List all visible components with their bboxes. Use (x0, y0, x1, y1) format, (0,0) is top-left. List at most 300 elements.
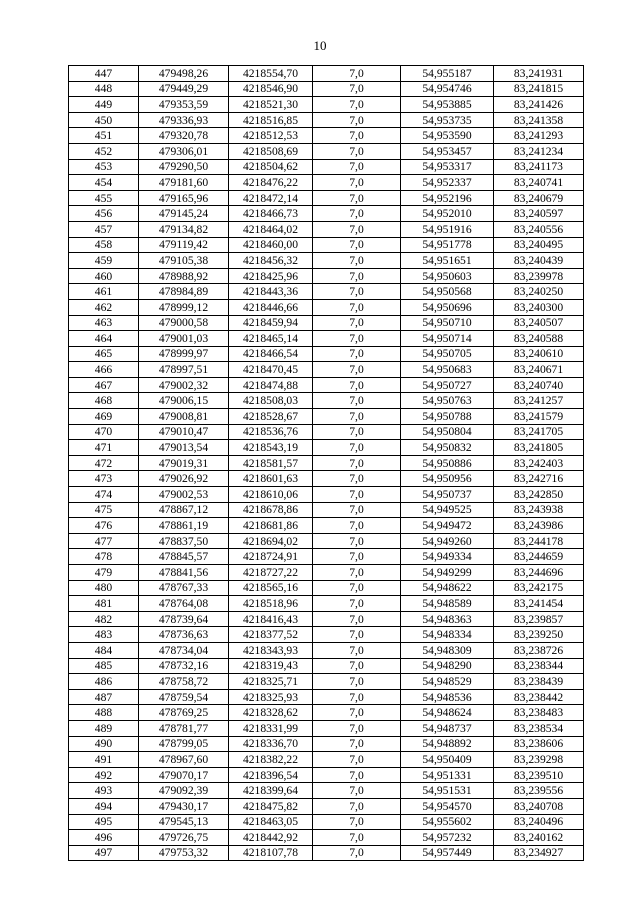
accuracy-cell: 7,0 (313, 315, 401, 331)
latitude-cell: 54,948309 (401, 642, 494, 658)
point-number-cell: 483 (69, 627, 139, 643)
longitude-cell: 83,244659 (494, 549, 584, 565)
latitude-cell: 54,954746 (401, 81, 494, 97)
y-coordinate-cell: 4218516,85 (229, 112, 313, 128)
latitude-cell: 54,948622 (401, 580, 494, 596)
x-coordinate-cell: 479001,03 (139, 331, 229, 347)
latitude-cell: 54,953317 (401, 159, 494, 175)
point-number-cell: 461 (69, 284, 139, 300)
x-coordinate-cell: 479134,82 (139, 221, 229, 237)
table-row (69, 845, 584, 861)
x-coordinate-cell: 479320,78 (139, 128, 229, 144)
x-coordinate-cell: 479449,29 (139, 81, 229, 97)
accuracy-cell: 7,0 (313, 66, 401, 82)
latitude-cell: 54,954570 (401, 798, 494, 814)
accuracy-cell: 7,0 (313, 128, 401, 144)
table-row (69, 284, 584, 300)
table-row (69, 705, 584, 721)
latitude-cell: 54,953457 (401, 143, 494, 159)
y-coordinate-cell: 4218724,91 (229, 549, 313, 565)
x-coordinate-cell: 479008,81 (139, 409, 229, 425)
x-coordinate-cell: 479430,17 (139, 798, 229, 814)
latitude-cell: 54,952010 (401, 206, 494, 222)
table-row (69, 580, 584, 596)
table-row (69, 455, 584, 471)
table-row (69, 362, 584, 378)
accuracy-cell: 7,0 (313, 627, 401, 643)
y-coordinate-cell: 4218325,71 (229, 674, 313, 690)
latitude-cell: 54,955602 (401, 814, 494, 830)
point-number-cell: 454 (69, 175, 139, 191)
point-number-cell: 456 (69, 206, 139, 222)
x-coordinate-cell: 478767,33 (139, 580, 229, 596)
x-coordinate-cell: 478845,57 (139, 549, 229, 565)
table-row (69, 814, 584, 830)
x-coordinate-cell: 478739,64 (139, 611, 229, 627)
point-number-cell: 478 (69, 549, 139, 565)
longitude-cell: 83,239250 (494, 627, 584, 643)
accuracy-cell: 7,0 (313, 720, 401, 736)
point-number-cell: 457 (69, 221, 139, 237)
accuracy-cell: 7,0 (313, 159, 401, 175)
accuracy-cell: 7,0 (313, 471, 401, 487)
point-number-cell: 458 (69, 237, 139, 253)
latitude-cell: 54,952337 (401, 175, 494, 191)
y-coordinate-cell: 4218528,67 (229, 409, 313, 425)
y-coordinate-cell: 4218536,76 (229, 424, 313, 440)
table-row (69, 752, 584, 768)
point-number-cell: 487 (69, 689, 139, 705)
accuracy-cell: 7,0 (313, 143, 401, 159)
latitude-cell: 54,950886 (401, 455, 494, 471)
table-row (69, 81, 584, 97)
latitude-cell: 54,950568 (401, 284, 494, 300)
latitude-cell: 54,950804 (401, 424, 494, 440)
y-coordinate-cell: 4218328,62 (229, 705, 313, 721)
table-row (69, 206, 584, 222)
table-row (69, 128, 584, 144)
table-row (69, 393, 584, 409)
longitude-cell: 83,241234 (494, 143, 584, 159)
longitude-cell: 83,239510 (494, 767, 584, 783)
latitude-cell: 54,948334 (401, 627, 494, 643)
table-row (69, 237, 584, 253)
table-row (69, 471, 584, 487)
accuracy-cell: 7,0 (313, 736, 401, 752)
table-row (69, 611, 584, 627)
longitude-cell: 83,239857 (494, 611, 584, 627)
x-coordinate-cell: 479306,01 (139, 143, 229, 159)
longitude-cell: 83,241705 (494, 424, 584, 440)
point-number-cell: 465 (69, 346, 139, 362)
y-coordinate-cell: 4218512,53 (229, 128, 313, 144)
latitude-cell: 54,950696 (401, 299, 494, 315)
y-coordinate-cell: 4218465,14 (229, 331, 313, 347)
latitude-cell: 54,949260 (401, 533, 494, 549)
longitude-cell: 83,241358 (494, 112, 584, 128)
x-coordinate-cell: 478967,60 (139, 752, 229, 768)
longitude-cell: 83,241293 (494, 128, 584, 144)
page-number: 10 (313, 38, 327, 53)
accuracy-cell: 7,0 (313, 409, 401, 425)
accuracy-cell: 7,0 (313, 487, 401, 503)
table-row (69, 798, 584, 814)
accuracy-cell: 7,0 (313, 221, 401, 237)
x-coordinate-cell: 478769,25 (139, 705, 229, 721)
point-number-cell: 459 (69, 253, 139, 269)
longitude-cell: 83,241579 (494, 409, 584, 425)
point-number-cell: 470 (69, 424, 139, 440)
longitude-cell: 83,240250 (494, 284, 584, 300)
table-row (69, 175, 584, 191)
longitude-cell: 83,241931 (494, 66, 584, 82)
latitude-cell: 54,950710 (401, 315, 494, 331)
accuracy-cell: 7,0 (313, 268, 401, 284)
point-number-cell: 466 (69, 362, 139, 378)
x-coordinate-cell: 479290,50 (139, 159, 229, 175)
point-number-cell: 464 (69, 331, 139, 347)
table-row (69, 221, 584, 237)
latitude-cell: 54,948624 (401, 705, 494, 721)
latitude-cell: 54,950763 (401, 393, 494, 409)
y-coordinate-cell: 4218508,69 (229, 143, 313, 159)
y-coordinate-cell: 4218581,57 (229, 455, 313, 471)
point-number-cell: 468 (69, 393, 139, 409)
accuracy-cell: 7,0 (313, 705, 401, 721)
x-coordinate-cell: 479545,13 (139, 814, 229, 830)
y-coordinate-cell: 4218319,43 (229, 658, 313, 674)
longitude-cell: 83,240708 (494, 798, 584, 814)
longitude-cell: 83,241805 (494, 440, 584, 456)
point-number-cell: 472 (69, 455, 139, 471)
latitude-cell: 54,950705 (401, 346, 494, 362)
x-coordinate-cell: 478781,77 (139, 720, 229, 736)
longitude-cell: 83,244178 (494, 533, 584, 549)
y-coordinate-cell: 4218610,06 (229, 487, 313, 503)
accuracy-cell: 7,0 (313, 658, 401, 674)
accuracy-cell: 7,0 (313, 346, 401, 362)
x-coordinate-cell: 479145,24 (139, 206, 229, 222)
latitude-cell: 54,951916 (401, 221, 494, 237)
longitude-cell: 83,240679 (494, 190, 584, 206)
accuracy-cell: 7,0 (313, 565, 401, 581)
accuracy-cell: 7,0 (313, 767, 401, 783)
point-number-cell: 452 (69, 143, 139, 159)
accuracy-cell: 7,0 (313, 518, 401, 534)
table-row (69, 736, 584, 752)
x-coordinate-cell: 478861,19 (139, 518, 229, 534)
point-number-cell: 451 (69, 128, 139, 144)
latitude-cell: 54,951651 (401, 253, 494, 269)
longitude-cell: 83,238344 (494, 658, 584, 674)
y-coordinate-cell: 4218463,05 (229, 814, 313, 830)
point-number-cell: 453 (69, 159, 139, 175)
y-coordinate-cell: 4218399,64 (229, 783, 313, 799)
longitude-cell: 83,240496 (494, 814, 584, 830)
table-row (69, 97, 584, 113)
x-coordinate-cell: 479000,58 (139, 315, 229, 331)
point-number-cell: 481 (69, 596, 139, 612)
x-coordinate-cell: 479753,32 (139, 845, 229, 861)
accuracy-cell: 7,0 (313, 362, 401, 378)
y-coordinate-cell: 4218476,22 (229, 175, 313, 191)
longitude-cell: 83,241454 (494, 596, 584, 612)
longitude-cell: 83,240597 (494, 206, 584, 222)
table-row (69, 409, 584, 425)
x-coordinate-cell: 478736,63 (139, 627, 229, 643)
latitude-cell: 54,950683 (401, 362, 494, 378)
latitude-cell: 54,951778 (401, 237, 494, 253)
x-coordinate-cell: 478764,08 (139, 596, 229, 612)
y-coordinate-cell: 4218382,22 (229, 752, 313, 768)
accuracy-cell: 7,0 (313, 284, 401, 300)
point-number-cell: 479 (69, 565, 139, 581)
longitude-cell: 83,241257 (494, 393, 584, 409)
longitude-cell: 83,239298 (494, 752, 584, 768)
x-coordinate-cell: 478837,50 (139, 533, 229, 549)
y-coordinate-cell: 4218446,66 (229, 299, 313, 315)
coordinates-table (68, 65, 584, 861)
y-coordinate-cell: 4218456,32 (229, 253, 313, 269)
latitude-cell: 54,950727 (401, 377, 494, 393)
x-coordinate-cell: 479002,32 (139, 377, 229, 393)
accuracy-cell: 7,0 (313, 798, 401, 814)
accuracy-cell: 7,0 (313, 783, 401, 799)
longitude-cell: 83,241426 (494, 97, 584, 113)
point-number-cell: 497 (69, 845, 139, 861)
table-row (69, 689, 584, 705)
latitude-cell: 54,950737 (401, 487, 494, 503)
longitude-cell: 83,240741 (494, 175, 584, 191)
point-number-cell: 475 (69, 502, 139, 518)
longitude-cell: 83,242716 (494, 471, 584, 487)
y-coordinate-cell: 4218681,86 (229, 518, 313, 534)
longitude-cell: 83,241173 (494, 159, 584, 175)
point-number-cell: 473 (69, 471, 139, 487)
y-coordinate-cell: 4218460,00 (229, 237, 313, 253)
latitude-cell: 54,950832 (401, 440, 494, 456)
accuracy-cell: 7,0 (313, 81, 401, 97)
point-number-cell: 462 (69, 299, 139, 315)
longitude-cell: 83,240300 (494, 299, 584, 315)
longitude-cell: 83,241815 (494, 81, 584, 97)
point-number-cell: 480 (69, 580, 139, 596)
longitude-cell: 83,240495 (494, 237, 584, 253)
latitude-cell: 54,950603 (401, 268, 494, 284)
x-coordinate-cell: 478799,05 (139, 736, 229, 752)
table-row (69, 830, 584, 846)
x-coordinate-cell: 479105,38 (139, 253, 229, 269)
latitude-cell: 54,949299 (401, 565, 494, 581)
latitude-cell: 54,957449 (401, 845, 494, 861)
point-number-cell: 488 (69, 705, 139, 721)
point-number-cell: 474 (69, 487, 139, 503)
point-number-cell: 496 (69, 830, 139, 846)
accuracy-cell: 7,0 (313, 455, 401, 471)
point-number-cell: 492 (69, 767, 139, 783)
longitude-cell: 83,244696 (494, 565, 584, 581)
x-coordinate-cell: 478999,97 (139, 346, 229, 362)
latitude-cell: 54,952196 (401, 190, 494, 206)
x-coordinate-cell: 479019,31 (139, 455, 229, 471)
table-row (69, 143, 584, 159)
table-row (69, 190, 584, 206)
point-number-cell: 489 (69, 720, 139, 736)
table-row (69, 642, 584, 658)
accuracy-cell: 7,0 (313, 845, 401, 861)
table-row (69, 440, 584, 456)
accuracy-cell: 7,0 (313, 440, 401, 456)
y-coordinate-cell: 4218464,02 (229, 221, 313, 237)
accuracy-cell: 7,0 (313, 424, 401, 440)
longitude-cell: 83,238439 (494, 674, 584, 690)
latitude-cell: 54,950788 (401, 409, 494, 425)
x-coordinate-cell: 479010,47 (139, 424, 229, 440)
point-number-cell: 447 (69, 66, 139, 82)
y-coordinate-cell: 4218727,22 (229, 565, 313, 581)
accuracy-cell: 7,0 (313, 642, 401, 658)
accuracy-cell: 7,0 (313, 814, 401, 830)
y-coordinate-cell: 4218331,99 (229, 720, 313, 736)
longitude-cell: 83,240439 (494, 253, 584, 269)
y-coordinate-cell: 4218518,96 (229, 596, 313, 612)
y-coordinate-cell: 4218416,43 (229, 611, 313, 627)
x-coordinate-cell: 479070,17 (139, 767, 229, 783)
latitude-cell: 54,949525 (401, 502, 494, 518)
latitude-cell: 54,951531 (401, 783, 494, 799)
point-number-cell: 482 (69, 611, 139, 627)
x-coordinate-cell: 479336,93 (139, 112, 229, 128)
point-number-cell: 495 (69, 814, 139, 830)
table-row (69, 66, 584, 82)
y-coordinate-cell: 4218565,16 (229, 580, 313, 596)
point-number-cell: 448 (69, 81, 139, 97)
longitude-cell: 83,238606 (494, 736, 584, 752)
point-number-cell: 493 (69, 783, 139, 799)
longitude-cell: 83,240507 (494, 315, 584, 331)
y-coordinate-cell: 4218554,70 (229, 66, 313, 82)
x-coordinate-cell: 479006,15 (139, 393, 229, 409)
accuracy-cell: 7,0 (313, 237, 401, 253)
point-number-cell: 477 (69, 533, 139, 549)
point-number-cell: 463 (69, 315, 139, 331)
coordinates-table-body (69, 66, 584, 861)
point-number-cell: 450 (69, 112, 139, 128)
y-coordinate-cell: 4218474,88 (229, 377, 313, 393)
y-coordinate-cell: 4218543,19 (229, 440, 313, 456)
accuracy-cell: 7,0 (313, 689, 401, 705)
point-number-cell: 471 (69, 440, 139, 456)
table-row (69, 253, 584, 269)
latitude-cell: 54,948529 (401, 674, 494, 690)
point-number-cell: 476 (69, 518, 139, 534)
x-coordinate-cell: 479092,39 (139, 783, 229, 799)
point-number-cell: 484 (69, 642, 139, 658)
x-coordinate-cell: 478758,72 (139, 674, 229, 690)
longitude-cell: 83,240556 (494, 221, 584, 237)
latitude-cell: 54,948363 (401, 611, 494, 627)
accuracy-cell: 7,0 (313, 377, 401, 393)
x-coordinate-cell: 479119,42 (139, 237, 229, 253)
table-row (69, 518, 584, 534)
y-coordinate-cell: 4218546,90 (229, 81, 313, 97)
latitude-cell: 54,950409 (401, 752, 494, 768)
table-row (69, 720, 584, 736)
y-coordinate-cell: 4218459,94 (229, 315, 313, 331)
longitude-cell: 83,242175 (494, 580, 584, 596)
point-number-cell: 455 (69, 190, 139, 206)
accuracy-cell: 7,0 (313, 549, 401, 565)
x-coordinate-cell: 478997,51 (139, 362, 229, 378)
accuracy-cell: 7,0 (313, 830, 401, 846)
latitude-cell: 54,948536 (401, 689, 494, 705)
latitude-cell: 54,957232 (401, 830, 494, 846)
x-coordinate-cell: 479002,53 (139, 487, 229, 503)
longitude-cell: 83,239556 (494, 783, 584, 799)
table-row (69, 627, 584, 643)
accuracy-cell: 7,0 (313, 331, 401, 347)
point-number-cell: 491 (69, 752, 139, 768)
table-row (69, 596, 584, 612)
point-number-cell: 485 (69, 658, 139, 674)
accuracy-cell: 7,0 (313, 580, 401, 596)
x-coordinate-cell: 479498,26 (139, 66, 229, 82)
y-coordinate-cell: 4218694,02 (229, 533, 313, 549)
longitude-cell: 83,240671 (494, 362, 584, 378)
table-row (69, 658, 584, 674)
point-number-cell: 449 (69, 97, 139, 113)
table-row (69, 299, 584, 315)
x-coordinate-cell: 478759,54 (139, 689, 229, 705)
x-coordinate-cell: 479353,59 (139, 97, 229, 113)
y-coordinate-cell: 4218343,93 (229, 642, 313, 658)
accuracy-cell: 7,0 (313, 596, 401, 612)
point-number-cell: 494 (69, 798, 139, 814)
accuracy-cell: 7,0 (313, 611, 401, 627)
longitude-cell: 83,238534 (494, 720, 584, 736)
table-row (69, 533, 584, 549)
point-number-cell: 490 (69, 736, 139, 752)
x-coordinate-cell: 479181,60 (139, 175, 229, 191)
accuracy-cell: 7,0 (313, 112, 401, 128)
latitude-cell: 54,949334 (401, 549, 494, 565)
longitude-cell: 83,238442 (494, 689, 584, 705)
point-number-cell: 486 (69, 674, 139, 690)
y-coordinate-cell: 4218425,96 (229, 268, 313, 284)
x-coordinate-cell: 478867,12 (139, 502, 229, 518)
longitude-cell: 83,238483 (494, 705, 584, 721)
x-coordinate-cell: 479726,75 (139, 830, 229, 846)
latitude-cell: 54,953885 (401, 97, 494, 113)
table-row (69, 487, 584, 503)
x-coordinate-cell: 479026,92 (139, 471, 229, 487)
x-coordinate-cell: 478734,04 (139, 642, 229, 658)
accuracy-cell: 7,0 (313, 393, 401, 409)
y-coordinate-cell: 4218442,92 (229, 830, 313, 846)
table-row (69, 674, 584, 690)
accuracy-cell: 7,0 (313, 206, 401, 222)
latitude-cell: 54,950714 (401, 331, 494, 347)
latitude-cell: 54,953590 (401, 128, 494, 144)
x-coordinate-cell: 479013,54 (139, 440, 229, 456)
longitude-cell: 83,242850 (494, 487, 584, 503)
x-coordinate-cell: 479165,96 (139, 190, 229, 206)
longitude-cell: 83,240162 (494, 830, 584, 846)
x-coordinate-cell: 478841,56 (139, 565, 229, 581)
point-number-cell: 469 (69, 409, 139, 425)
accuracy-cell: 7,0 (313, 253, 401, 269)
longitude-cell: 83,242403 (494, 455, 584, 471)
